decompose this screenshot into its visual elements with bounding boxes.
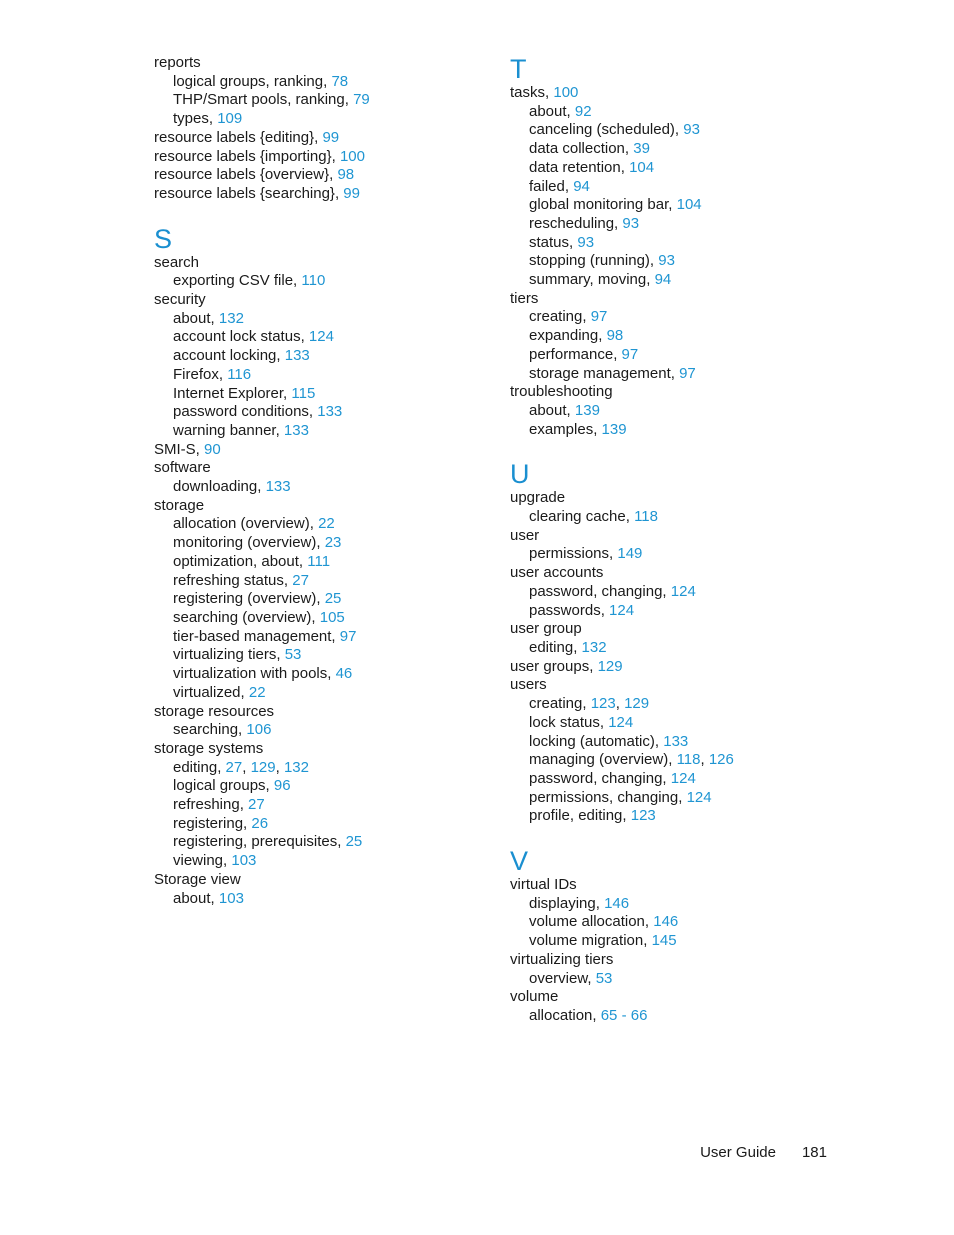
index-entry-text: security [154, 291, 206, 309]
index-entry [154, 291, 494, 310]
index-entry-text: Firefox, [173, 365, 224, 383]
page-link[interactable]: 133 [283, 421, 309, 439]
page-link[interactable]: 104 [629, 158, 655, 176]
page-link[interactable]: 126 [708, 751, 734, 769]
page-link[interactable]: 133 [663, 732, 689, 750]
index-entry-text: searching (overview), [173, 608, 316, 626]
index-entry [510, 84, 850, 103]
index-entry-text: permissions, [529, 545, 614, 563]
page-link[interactable]: 139 [574, 401, 600, 419]
index-entry-text: logical groups, ranking, [173, 72, 328, 90]
page-link[interactable]: 90 [204, 440, 221, 458]
page-link[interactable]: 145 [651, 932, 677, 950]
index-entry-text: virtualizing tiers [510, 950, 614, 968]
index-entry-text: searching, [173, 721, 243, 739]
page-link[interactable]: 93 [577, 233, 595, 251]
index-subentry [510, 913, 850, 932]
index-entry [510, 564, 850, 583]
index-entry-text: allocation, [529, 1006, 597, 1024]
index-subentry [154, 310, 494, 329]
index-subentry [154, 110, 494, 129]
index-entry-text: resource labels {searching}, [154, 184, 340, 202]
index-entry-text: user groups, [510, 657, 594, 675]
index-letter-heading: T [510, 54, 527, 84]
index-entry-text: expanding, [529, 327, 603, 345]
index-entry-text: registering, [173, 814, 248, 832]
index-subentry [510, 365, 850, 384]
index-entry [154, 497, 494, 516]
index-subentry [510, 178, 850, 197]
page-link[interactable]: 22 [318, 515, 335, 533]
page-link[interactable]: 94 [573, 177, 590, 195]
page-link[interactable]: 106 [246, 721, 272, 739]
index-entry-text: resource labels {editing}, [154, 128, 319, 146]
page-link[interactable]: 129 [597, 657, 623, 675]
index-entry-text: permissions, changing, [529, 788, 683, 806]
index-subentry [510, 215, 850, 234]
index-entry-text: logical groups, [173, 777, 270, 795]
page-link[interactable]: 116 [227, 365, 252, 383]
page-link[interactable]: 149 [617, 545, 643, 563]
index-subentry [154, 721, 494, 740]
index-entry-text: troubleshooting [510, 383, 613, 401]
index-subentry [154, 890, 494, 909]
page-link[interactable]: 132 [581, 638, 607, 656]
page-link[interactable]: 146 [653, 913, 679, 931]
index-entry-text: data collection, [529, 140, 630, 158]
page-link[interactable]: 99 [343, 184, 360, 202]
index-entry-text: profile, editing, [529, 807, 627, 825]
index-entry-text: search [154, 253, 200, 271]
index-entry-text: displaying, [529, 894, 600, 912]
index-subentry [510, 271, 850, 290]
index-entry [154, 459, 494, 478]
index-subentry [154, 403, 494, 422]
index-entry-text: software [154, 459, 211, 477]
index-subentry [154, 91, 494, 110]
page-link[interactable]: 115 [291, 384, 316, 402]
index-entry-text: status, [529, 233, 574, 251]
index-entry-text: viewing, [173, 852, 228, 870]
index-entry-text: upgrade [510, 489, 566, 507]
index-entry-text: managing (overview), [529, 751, 673, 769]
page-link[interactable]: 96 [273, 777, 291, 795]
index-subentry: managing (overview), 118, 126 [529, 751, 734, 769]
index-subentry [154, 665, 494, 684]
index-entry-text: global monitoring bar, [529, 196, 673, 214]
index-entry-text: SMI-S, [154, 440, 200, 458]
page-link[interactable]: 103 [231, 852, 257, 870]
index-entry-text: monitoring (overview), [173, 534, 321, 552]
index-subentry [510, 508, 850, 527]
page-link[interactable]: 109 [217, 110, 243, 128]
index-entry-text: canceling (scheduled), [529, 121, 680, 139]
page-link[interactable]: 146 [604, 894, 630, 912]
page-link[interactable]: 133 [265, 478, 291, 496]
index-subentry [154, 590, 494, 609]
index-entry-text: user [510, 526, 540, 544]
index-subentry [154, 572, 494, 591]
index-entry-text: virtualized, [173, 683, 245, 701]
page-link[interactable]: 46 [335, 665, 353, 683]
index-entry-text: virtualization with pools, [173, 665, 332, 683]
index-entry [510, 290, 850, 309]
index-entry-text: summary, moving, [529, 271, 651, 289]
page-link[interactable]: 97 [590, 308, 608, 326]
page-link[interactable]: 27 [248, 796, 265, 814]
page-link[interactable]: 124 [608, 713, 634, 731]
index-entry-text: about, [529, 102, 571, 120]
page-link[interactable]: 97 [339, 627, 357, 645]
index-entry-text: exporting CSV file, [173, 272, 298, 290]
index-entry-text: examples, [529, 420, 598, 438]
index-subentry [154, 815, 494, 834]
index-entry-text: allocation (overview), [173, 515, 314, 533]
index-entry [154, 441, 494, 460]
index-subentry [510, 196, 850, 215]
index-entry [154, 129, 494, 148]
page-link[interactable]: 100 [553, 84, 579, 101]
index-subentry [510, 121, 850, 140]
index-entry-text: tier-based management, [173, 627, 336, 645]
index-entry-text: failed, [529, 177, 570, 195]
index-entry-text: stopping (running), [529, 252, 655, 270]
index-subentry: editing, 27, 129, 132 [173, 758, 309, 776]
index-entry-text: THP/Smart pools, ranking, [173, 91, 349, 109]
index-entry-text: password, changing, [529, 582, 667, 600]
index-subentry [154, 422, 494, 441]
index-subentry [154, 515, 494, 534]
page-link[interactable]: 27 [292, 571, 309, 589]
page-link[interactable]: 22 [248, 683, 266, 701]
page-link[interactable]: 97 [679, 364, 696, 382]
index-entry-text: overview, [529, 969, 592, 987]
footer-guide-title: User Guide [700, 1144, 776, 1161]
page-link[interactable]: 25 [324, 590, 342, 608]
index-subentry [154, 628, 494, 647]
index-subentry [154, 366, 494, 385]
index-subentry [510, 1007, 850, 1026]
index-entry-text: registering (overview), [173, 590, 321, 608]
page-link[interactable]: 23 [324, 534, 342, 552]
index-entry-text: password, changing, [529, 769, 667, 787]
page-link[interactable]: 79 [353, 91, 370, 109]
index-letter-heading: U [510, 459, 530, 490]
index-subentry [154, 385, 494, 404]
index-subentry [510, 733, 850, 752]
index-entry-text: creating, [529, 695, 587, 713]
index-entry-text: locking (automatic), [529, 732, 660, 750]
page-link[interactable]: 129 [250, 758, 276, 776]
index-entry-text: storage systems [154, 739, 264, 757]
page-link[interactable]: 124 [670, 582, 696, 600]
page-link[interactable]: 65 - 66 [600, 1006, 648, 1024]
index-subentry [510, 402, 850, 421]
index-entry-text: rescheduling, [529, 214, 619, 232]
index-subentry [510, 602, 850, 621]
page-link[interactable]: 92 [574, 102, 592, 120]
index-entry [510, 527, 850, 546]
page-link[interactable]: 105 [319, 608, 345, 626]
index-subentry [510, 789, 850, 808]
index-subentry [154, 478, 494, 497]
index-entry-text: reports [154, 54, 201, 71]
index-subentry [154, 272, 494, 291]
index-column-left [154, 54, 494, 908]
index-subentry [154, 73, 494, 92]
index-subentry [510, 159, 850, 178]
index-entry [510, 876, 850, 895]
page-link[interactable]: 104 [676, 196, 702, 214]
page-link[interactable]: 111 [307, 552, 331, 570]
index-entry-text: user accounts [510, 564, 604, 582]
index-entry [510, 383, 850, 402]
index-entry-text: virtual IDs [510, 876, 577, 894]
index-entry-text: tasks, [510, 84, 550, 101]
index-entry-text: performance, [529, 345, 618, 363]
index-subentry [510, 327, 850, 346]
index-entry-text: about, [173, 889, 215, 907]
page-link[interactable]: 132 [283, 758, 309, 776]
index-subentry [510, 932, 850, 951]
index-entry [510, 988, 850, 1007]
index-entry-text: volume migration, [529, 932, 648, 950]
index-entry [154, 148, 494, 167]
index-entry-text: storage [154, 496, 205, 514]
index-entry [510, 951, 850, 970]
page-link[interactable]: 129 [624, 695, 650, 713]
index-entry-text: lock status, [529, 713, 605, 731]
page-link[interactable]: 132 [218, 309, 244, 327]
page-link[interactable]: 53 [595, 969, 613, 987]
index-entry-text: password conditions, [173, 403, 314, 421]
index-subentry: creating, 123, 129 [529, 695, 650, 713]
index-entry-text: resource labels {overview}, [154, 166, 334, 184]
page-link[interactable]: 133 [317, 403, 343, 421]
index-subentry [154, 833, 494, 852]
index-entry-text: Storage view [154, 870, 241, 888]
page-link[interactable]: 99 [322, 128, 340, 146]
index-subentry [510, 103, 850, 122]
index-subentry [154, 328, 494, 347]
index-subentry [510, 421, 850, 440]
index-entry [510, 489, 850, 508]
page-link[interactable]: 93 [683, 121, 700, 139]
page-link[interactable]: 78 [331, 72, 349, 90]
index-entry-text: editing, [529, 638, 578, 656]
index-subentry [154, 534, 494, 553]
index-entry-text: types, [173, 110, 214, 128]
page-footer [700, 1143, 827, 1163]
footer-page-number: 181 [801, 1144, 827, 1161]
index-subentry [510, 252, 850, 271]
index-entry [510, 620, 850, 639]
index-subentry [154, 796, 494, 815]
index-entry-text: warning banner, [173, 421, 280, 439]
page-link[interactable]: 124 [686, 788, 712, 806]
page-link[interactable]: 124 [609, 601, 635, 619]
page-link[interactable]: 98 [606, 327, 624, 345]
index-entry-text: optimization, about, [173, 552, 304, 570]
index-subentry [154, 852, 494, 871]
index-column-right [510, 54, 850, 1026]
index-entry-text: user group [510, 620, 582, 638]
index-subentry [154, 684, 494, 703]
index-entry-text: volume allocation, [529, 913, 650, 931]
index-entry-text: refreshing, [173, 796, 244, 814]
page-link[interactable]: 94 [654, 271, 672, 289]
page-link[interactable]: 123 [590, 695, 616, 713]
index-entry [154, 166, 494, 185]
index-subentry [154, 609, 494, 628]
index-entry-text: Internet Explorer, [173, 384, 288, 402]
index-entry-text: account lock status, [173, 328, 305, 346]
index-subentry [510, 807, 850, 826]
index-subentry [154, 646, 494, 665]
index-subentry [510, 770, 850, 789]
page-link[interactable]: 53 [284, 646, 302, 664]
index-subentry [154, 347, 494, 366]
index-letter-heading: V [510, 846, 529, 877]
page-link[interactable]: 118 [634, 508, 658, 526]
index-entry-text: downloading, [173, 478, 262, 496]
index-entry-text: volume [510, 988, 559, 1006]
index-entry-text: registering, prerequisites, [173, 833, 342, 851]
index-entry [154, 871, 494, 890]
index-subentry [510, 895, 850, 914]
index-subentry [510, 308, 850, 327]
index-subentry [510, 346, 850, 365]
index-entry-text: about, [529, 401, 571, 419]
index-entry [510, 658, 850, 677]
page-link[interactable]: 93 [658, 252, 675, 270]
index-entry [154, 740, 494, 759]
index-entry [154, 254, 494, 273]
page-link[interactable]: 124 [670, 769, 696, 787]
index-subentry [510, 140, 850, 159]
index-letter-heading: S [154, 223, 173, 254]
index-entry-text: users [510, 676, 547, 694]
index-entry-text: tiers [510, 289, 539, 307]
index-entry-text: refreshing status, [173, 571, 289, 589]
index-subentry [510, 639, 850, 658]
page-link[interactable]: 93 [622, 214, 640, 232]
index-subentry [510, 234, 850, 253]
index-entry-text: about, [173, 309, 215, 327]
page-link[interactable]: 124 [308, 328, 334, 346]
index-entry-text: passwords, [529, 601, 605, 619]
index-subentry [510, 545, 850, 564]
page-link[interactable]: 39 [633, 140, 650, 158]
index-entry-text: editing, [173, 758, 222, 776]
index-entry-text: resource labels {importing}, [154, 147, 336, 165]
index-subentry [154, 777, 494, 796]
page-link[interactable]: 100 [339, 147, 365, 165]
page-link[interactable]: 118 [676, 751, 701, 769]
index-subentry [154, 553, 494, 572]
index-subentry [510, 583, 850, 602]
page-link[interactable]: 133 [284, 347, 310, 365]
index-entry [154, 703, 494, 722]
index-entry-text: clearing cache, [529, 508, 630, 526]
index-subentry [510, 714, 850, 733]
index-entry-text: virtualizing tiers, [173, 646, 281, 664]
index-entry [510, 676, 850, 695]
page-link[interactable]: 27 [225, 758, 243, 776]
page-link[interactable]: 123 [630, 807, 656, 825]
page-link[interactable]: 98 [337, 166, 355, 184]
page-link[interactable]: 25 [345, 833, 363, 851]
index-entry-text: storage resources [154, 702, 275, 720]
index-entry-text: storage management, [529, 364, 675, 382]
index-entry-text: data retention, [529, 158, 625, 176]
page-link[interactable]: 103 [218, 889, 244, 907]
index-entry [154, 54, 494, 73]
page-link[interactable]: 97 [621, 345, 639, 363]
page-link[interactable]: 139 [601, 420, 627, 438]
page-link[interactable]: 26 [251, 814, 269, 832]
index-entry [154, 185, 494, 204]
index-subentry [510, 970, 850, 989]
page-link[interactable]: 110 [301, 272, 326, 290]
index-entry-text: account locking, [173, 347, 281, 365]
index-entry-text: creating, [529, 308, 587, 326]
